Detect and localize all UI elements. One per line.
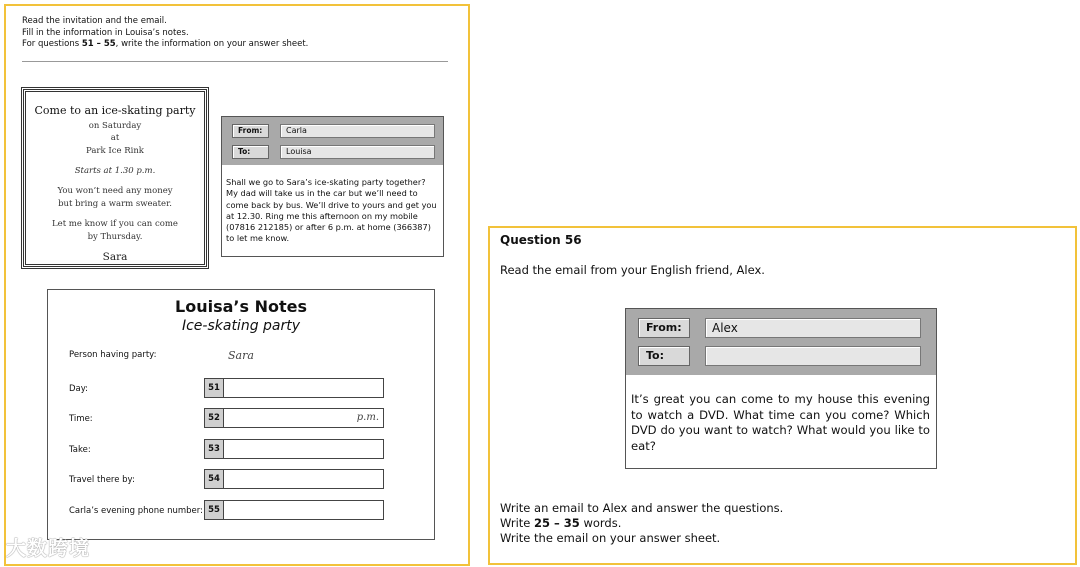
question-number-54: 54 [204, 469, 224, 489]
answer-box-53[interactable] [224, 439, 384, 459]
instruction-line-1: Read the invitation and the email. [22, 16, 167, 26]
invitation-day: on Saturday [88, 121, 142, 131]
answer-box-55[interactable] [224, 500, 384, 520]
instruction-prefix: For questions [22, 39, 82, 49]
question-number-53: 53 [204, 439, 224, 459]
row-label-51: Day: [69, 384, 89, 394]
invitation-signature: Sara [102, 251, 128, 263]
email-header [626, 309, 936, 375]
divider [22, 61, 448, 62]
to-label: To: [232, 145, 269, 159]
email-body: It’s great you can come to my house this evening to watch a DVD. What time can you come? Which DVD do you want to watch? What would you like to eat? [631, 392, 930, 453]
task-line-2-prefix: Write [500, 516, 535, 530]
pm-suffix: p.m. [356, 412, 379, 423]
watermark-logo: 大数跨境 [6, 536, 90, 560]
person-value: Sara [228, 349, 254, 362]
question-intro: Read the email from your English friend, Alex. [500, 263, 765, 277]
notes-title: Louisa’s Notes [175, 297, 307, 316]
louisas-notes [47, 289, 435, 540]
question-title: Question 56 [500, 233, 582, 247]
row-label-52: Time: [69, 414, 93, 424]
from-label: From: [638, 318, 690, 338]
invitation-time: Starts at 1.30 p.m. [74, 166, 156, 176]
task-line-2 [500, 516, 783, 531]
question-number-52: 52 [204, 408, 224, 428]
instruction-line-3 [22, 39, 308, 51]
question-range: 51 – 55 [81, 39, 116, 49]
invitation-money-2: but bring a warm sweater. [58, 199, 172, 209]
task-instructions [500, 501, 783, 546]
invitation-at: at [110, 133, 120, 143]
email-carla [221, 116, 444, 257]
task-line-2-suffix: words. [579, 516, 622, 530]
question-number-51: 51 [204, 378, 224, 398]
question-number-55: 55 [204, 500, 224, 520]
invitation-card [21, 87, 209, 269]
answer-box-54[interactable] [224, 469, 384, 489]
email-alex [625, 308, 937, 469]
instruction-suffix: , write the information on your answer sheet. [115, 39, 309, 49]
from-field: Alex [705, 318, 921, 338]
instruction-line-2: Fill in the information in Louisa’s notes. [22, 27, 189, 38]
word-count: 25 – 35 [534, 516, 580, 530]
email-body: Shall we go to Sara’s ice-skating party together? My dad will take us in the car but we’ll need to come back by bus. We’ll drive to yours and get you at 12.30. Ring me this afternoon on my mobile (07816 212185) or after 6 p.m. at home (366387) to let me know. [226, 177, 437, 244]
to-field [705, 346, 921, 366]
task-line-1: Write an email to Alex and answer the questions. [500, 501, 784, 515]
row-label-53: Take: [69, 445, 91, 455]
task-line-3: Write the email on your answer sheet. [500, 531, 721, 545]
from-label: From: [232, 124, 269, 138]
answer-box-52[interactable] [224, 408, 384, 428]
row-label-54: Travel there by: [69, 475, 135, 485]
to-label: To: [638, 346, 690, 366]
notes-subtitle: Ice-skating party [181, 318, 301, 334]
writing-task-panel [488, 226, 1077, 565]
from-field: Carla [280, 124, 435, 138]
reading-task-panel [4, 4, 470, 566]
instructions [22, 16, 308, 51]
invitation-title: Come to an ice-skating party [34, 104, 196, 117]
person-label: Person having party: [69, 350, 157, 360]
to-field: Louisa [280, 145, 435, 159]
invitation-know-1: Let me know if you can come [52, 219, 178, 229]
invitation-place: Park Ice Rink [86, 146, 144, 156]
answer-box-51[interactable] [224, 378, 384, 398]
email-header [222, 117, 443, 165]
row-label-55: Carla’s evening phone number: [69, 506, 203, 516]
invitation-money-1: You won’t need any money [57, 186, 173, 196]
invitation-know-2: by Thursday. [87, 232, 143, 242]
